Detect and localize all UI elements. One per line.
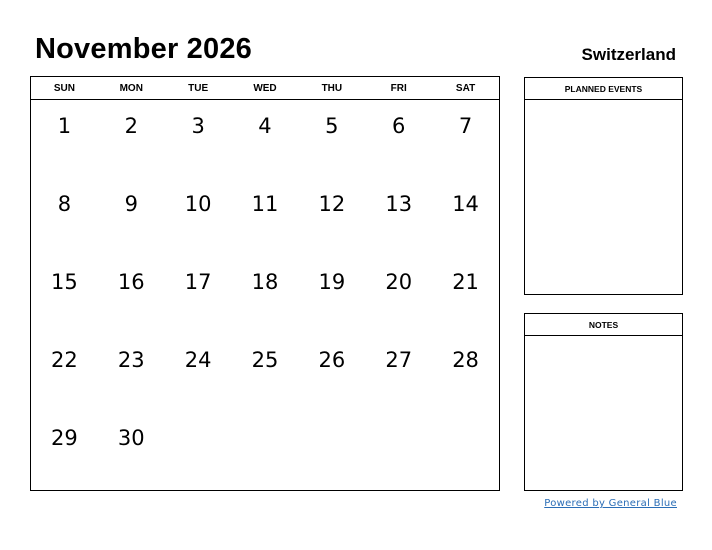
day-cell: 29	[51, 426, 78, 450]
day-cell: 24	[184, 348, 212, 372]
day-cell: 2	[124, 114, 138, 138]
day-cell: 28	[452, 348, 479, 372]
day-cell: 6	[392, 114, 406, 138]
day-cell-empty	[165, 412, 232, 490]
day-cell: 15	[51, 270, 78, 294]
calendar-grid	[30, 76, 500, 491]
weekday-fri: FRI	[390, 82, 407, 94]
day-cell: 1	[57, 114, 72, 138]
day-cell: 14	[452, 192, 479, 216]
day-cell: 20	[385, 270, 413, 294]
weekday-sat: SAT	[455, 82, 476, 94]
day-cell-empty	[298, 412, 365, 490]
day-cell: 3	[191, 114, 205, 138]
day-cell-empty	[232, 412, 299, 490]
country-label: Switzerland	[581, 45, 676, 64]
day-cell-empty	[432, 412, 499, 490]
weekday-tue: TUE	[188, 82, 209, 94]
day-cell: 18	[251, 270, 279, 294]
weekday-wed: WED	[253, 82, 277, 94]
day-cell: 23	[117, 348, 145, 372]
day-cell: 16	[117, 270, 145, 294]
day-cell: 21	[452, 270, 479, 294]
notes-title: NOTES	[525, 314, 682, 336]
day-cell: 19	[318, 270, 346, 294]
notes-panel	[524, 313, 683, 491]
planned-events-title: PLANNED EVENTS	[525, 78, 682, 100]
day-cell: 13	[385, 192, 413, 216]
day-cell: 11	[251, 192, 279, 216]
day-cell-empty	[365, 412, 432, 490]
planned-events-panel	[524, 77, 683, 295]
day-cell: 10	[184, 192, 212, 216]
calendar-days	[31, 100, 499, 490]
day-cell: 25	[251, 348, 279, 372]
day-cell: 27	[385, 348, 413, 372]
day-cell: 30	[117, 426, 145, 450]
weekday-sun: SUN	[53, 82, 75, 94]
day-cell: 22	[51, 348, 78, 372]
day-cell: 12	[318, 192, 346, 216]
weekday-mon: MON	[119, 82, 143, 94]
powered-by-link[interactable]: Powered by General Blue	[544, 498, 677, 509]
weekday-header-row	[31, 77, 499, 100]
weekday-thu: THU	[321, 82, 343, 94]
day-cell: 26	[318, 348, 346, 372]
day-cell: 9	[124, 192, 138, 216]
day-cell: 4	[258, 114, 272, 138]
day-cell: 17	[184, 270, 212, 294]
day-cell: 5	[325, 114, 339, 138]
day-cell: 8	[57, 192, 72, 216]
day-cell: 7	[458, 114, 473, 138]
page-title: November 2026	[35, 33, 252, 65]
